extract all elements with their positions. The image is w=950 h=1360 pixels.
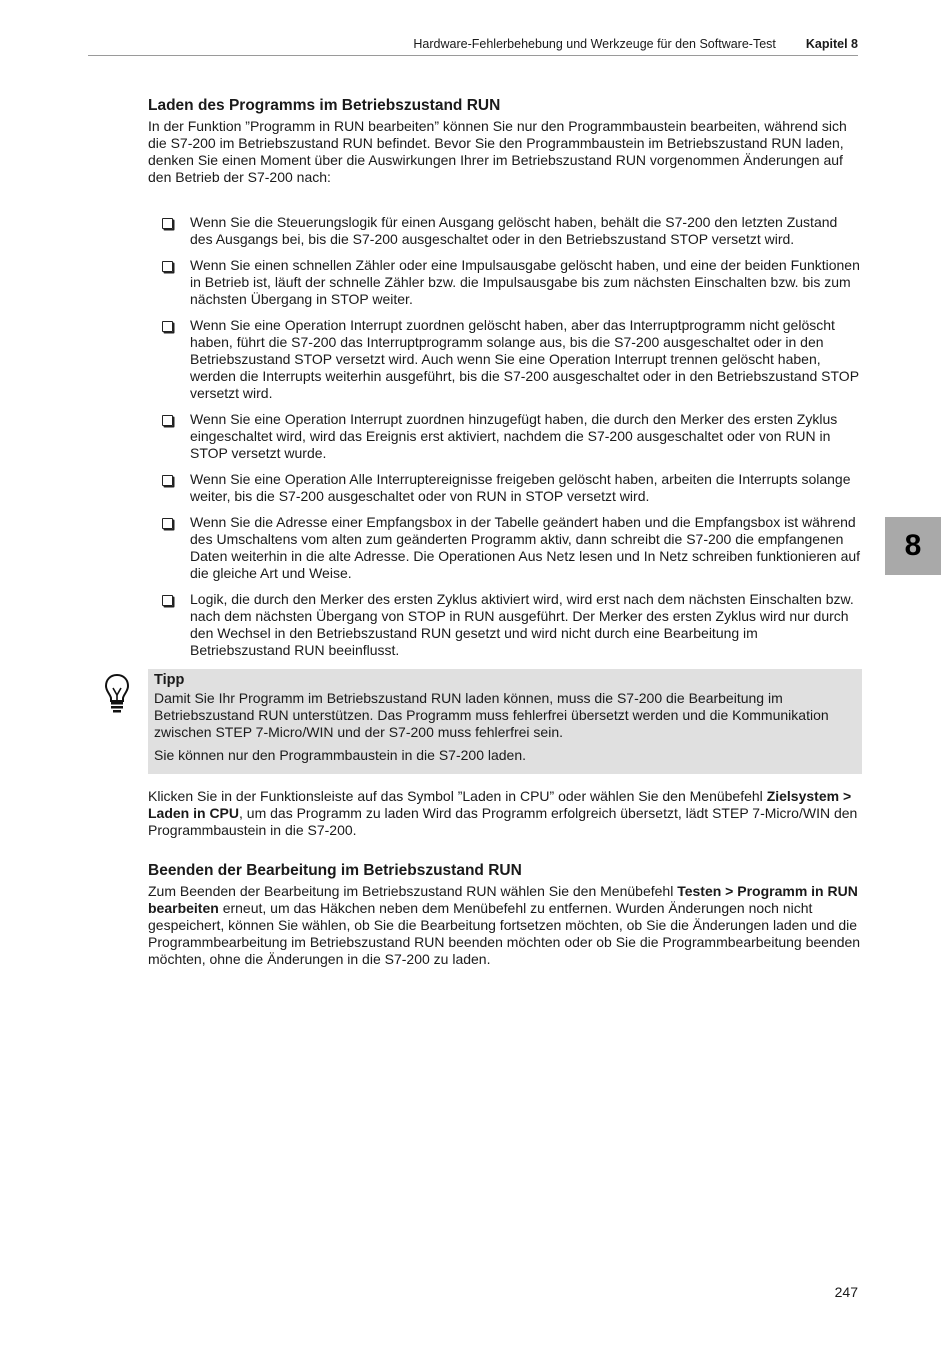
effects-list	[148, 214, 862, 659]
load-text-after: , um das Programm zu laden Wird das Programm erfolgreich übersetzt, lädt STEP 7-Micro/WIN den Programmbaustein in die S7-200.	[148, 805, 858, 838]
header-title: Hardware-Fehlerbehebung und Werkzeuge für den Software-Test	[413, 37, 776, 51]
section-heading-load-run: Laden des Programms im Betriebszustand RUN	[148, 97, 501, 114]
checkbox-bullet-icon	[162, 595, 173, 606]
list-item	[148, 317, 862, 402]
load-text-before: Klicken Sie in der Funktionsleiste auf das Symbol ”Laden in CPU” oder wählen Sie den Menübefehl	[148, 788, 767, 804]
lightbulb-icon	[104, 673, 130, 718]
header-chapter: Kapitel 8	[805, 37, 858, 51]
list-item-text: Wenn Sie eine Operation Interrupt zuordnen hinzugefügt haben, die durch den Merker des ersten Zyklus eingeschaltet wird, wird das Ereignis erst aktiviert, nachdem die S7-200 ausgeschaltet oder von RUN in STOP versetzt wurde.	[190, 411, 838, 461]
tip-box	[148, 669, 862, 774]
list-item-text: Logik, die durch den Merker des ersten Zyklus aktiviert wird, wird erst nach dem nächsten Einschalten bzw. nach dem nächsten Übergang von STOP in RUN ausgeführt. Der Merker des ersten Zyklus wird nur durch den Wechsel in den Betriebszustand RUN gesetzt und wird nicht durch eine Bearbeitung im Betriebszustand RUN beeinflusst.	[190, 591, 854, 658]
list-item	[148, 411, 862, 462]
list-item	[148, 257, 862, 308]
list-item-text: Wenn Sie die Adresse einer Empfangsbox in der Tabelle geändert haben und die Empfangsbox ist während des Umschaltens vom alten zum geänderten Programm aktiv, dann schreibt die S7-200 die empfangenen Daten weiterhin in die alte Adresse. Die Operationen Aus Netz lesen und In Netz schreiben funktionieren auf die gleiche Art und Weise.	[190, 514, 861, 581]
intro-paragraph: In der Funktion ”Programm in RUN bearbeiten” können Sie nur den Programmbaustein bearbeiten, während sich die S7-200 im Betriebszustand RUN befindet. Bevor Sie den Programmbaustein im Betriebszustand RUN laden, denken Sie einen Moment über die Auswirkungen Ihrer im Betriebszustand RUN vorgenommen Änderungen auf den Betrieb der S7-200 nach:	[148, 118, 847, 185]
checkbox-bullet-icon	[162, 415, 173, 426]
end-text-before: Zum Beenden der Bearbeitung im Betriebszustand RUN wählen Sie den Menübefehl	[148, 883, 678, 899]
list-item-text: Wenn Sie einen schnellen Zähler oder eine Impulsausgabe gelöscht haben, und eine der beiden Funktionen in Betrieb ist, läuft der schnelle Zähler bzw. die Impulsausgabe bis zum nächsten Einschalten bzw. bis zum nächsten Übergang in STOP weiter.	[190, 257, 860, 307]
list-item-text: Wenn Sie eine Operation Interrupt zuordnen gelöscht haben, aber das Interruptprogramm nicht gelöscht haben, führt die S7-200 das Interruptprogramm solange aus, bis die S7-200 ausgeschaltet oder in den Betriebszustand STOP versetzt wird. Auch wenn Sie eine Operation Interrupt trennen gelöscht haben, werden die Interrupts weiterhin ausgeführt, bis die S7-200 ausgeschaltet oder in den Betriebszustand STOP versetzt wird.	[190, 317, 859, 401]
end-edit-paragraph	[148, 883, 862, 968]
running-header	[88, 37, 858, 56]
checkbox-bullet-icon	[162, 475, 173, 486]
checkbox-bullet-icon	[162, 518, 173, 529]
page-number: 247	[834, 1284, 858, 1300]
menu-command-load: Zielsystem > Laden in CPU	[148, 788, 852, 821]
load-instruction-paragraph	[148, 788, 862, 839]
checkbox-bullet-icon	[162, 321, 173, 332]
checkbox-bullet-icon	[162, 218, 173, 229]
tip-title: Tipp	[154, 672, 185, 688]
section-heading-end-run: Beenden der Bearbeitung im Betriebszustand RUN	[148, 862, 522, 879]
tip-paragraph: Damit Sie Ihr Programm im Betriebszustand RUN laden können, muss die S7-200 die Bearbeitung im Betriebszustand RUN unterstützen. Das Programm muss fehlerfrei übersetzt werden und die Kommunikation zwischen STEP 7-Micro/WIN und der S7-200 muss fehlerfrei sein.	[154, 690, 829, 740]
checkbox-bullet-icon	[162, 261, 173, 272]
chapter-tab: 8	[885, 517, 941, 575]
tip-paragraph: Sie können nur den Programmbaustein in die S7-200 laden.	[154, 747, 527, 763]
list-item-text: Wenn Sie die Steuerungslogik für einen Ausgang gelöscht haben, behält die S7-200 den letzten Zustand des Ausgangs bei, bis die S7-200 ausgeschaltet oder in den Betriebszustand STOP versetzt wird.	[190, 214, 838, 247]
list-item	[148, 514, 862, 582]
main-content	[148, 96, 862, 968]
list-item	[148, 591, 862, 659]
menu-command-test: Testen > Programm in RUN bearbeiten	[148, 883, 858, 916]
list-item	[148, 471, 862, 505]
list-item-text: Wenn Sie eine Operation Alle Interruptereignisse freigeben gelöscht haben, arbeiten die Interrupts solange weiter, bis die S7-200 ausgeschaltet oder von RUN in STOP versetzt wird.	[190, 471, 851, 504]
list-item	[148, 214, 862, 248]
end-text-after: erneut, um das Häkchen neben dem Menübefehl zu entfernen. Wurden Änderungen noch nicht gespeichert, können Sie wählen, ob Sie die Bearbeitung fortsetzen möchten, ob Sie die Änderungen laden und die Programmbearbeitung im Betriebszustand RUN beenden möchten oder ob Sie die Programmbearbeitung beenden möchten, ohne die Änderungen in die S7-200 zu laden.	[148, 900, 861, 967]
